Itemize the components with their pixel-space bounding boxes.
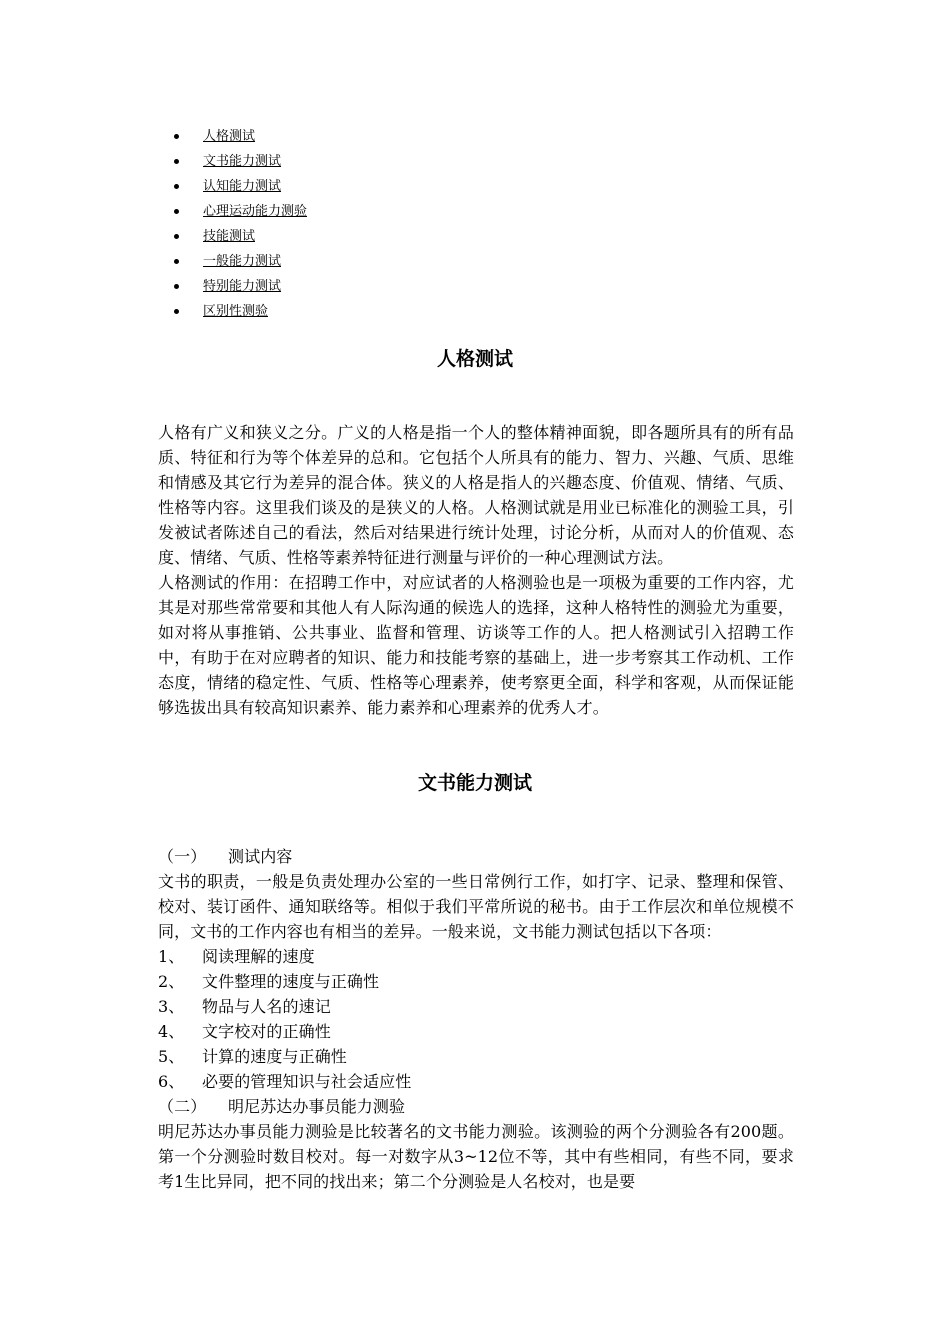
list-number: 5、 — [158, 1047, 185, 1066]
toc-link-general-ability[interactable]: 一般能力测试 — [203, 254, 282, 269]
toc-item[interactable] — [160, 174, 307, 199]
toc-link-cognitive[interactable]: 认知能力测试 — [203, 179, 282, 194]
toc-item[interactable] — [160, 249, 307, 274]
list-number: 6、 — [158, 1072, 185, 1091]
paragraph: 人格有广义和狭义之分。广义的人格是指一个人的整体精神面貌，即各题所具有的所有品质、特征和行为等个体差异的总和。它包括个人所具有的能力、智力、兴趣、气质、思维和情感及其它行为差异的混合体。狭义的人格是指人的兴趣态度、价值观、情绪、气质、性格等内容。这里我们谈及的是狭义的人格。人格测试就是用业已标准化的测验工具，引发被试者陈述自己的看法，然后对结果进行统计处理，讨论分析，从而对人的价值观、态度、情绪、气质、性格等素养特征进行测量与评价的一种心理测试方法。 — [158, 423, 794, 567]
toc-link-skill[interactable]: 技能测试 — [203, 229, 256, 244]
list-text: 计算的速度与正确性 — [202, 1047, 347, 1066]
subheading-number: （二） — [158, 1097, 207, 1116]
section-title-personality: 人格测试 — [436, 348, 513, 370]
toc-link-personality[interactable]: 人格测试 — [203, 129, 256, 144]
list-text: 文件整理的速度与正确性 — [202, 972, 380, 991]
list-item — [158, 969, 794, 994]
section-body-personality — [158, 420, 794, 720]
subheading-text: 测试内容 — [228, 847, 293, 866]
toc-link-clerical[interactable]: 文书能力测试 — [203, 154, 282, 169]
section-title-clerical: 文书能力测试 — [417, 772, 532, 794]
list-text: 阅读理解的速度 — [202, 947, 315, 966]
paragraph: 明尼苏达办事员能力测验是比较著名的文书能力测验。该测验的两个分测验各有200题。第一个分测验时数目校对。每一对数字从3~12位不等，其中有些相同，有些不同，要求考1生比异同，把不同的找出来；第二个分测验是人名校对，也是要 — [158, 1122, 794, 1191]
list-text: 必要的管理知识与社会适应性 — [202, 1072, 412, 1091]
toc-link-special-ability[interactable]: 特别能力测试 — [203, 279, 282, 294]
toc-link-differential[interactable]: 区别性测验 — [203, 304, 269, 319]
list-item — [158, 1069, 794, 1094]
list-text: 物品与人名的速记 — [202, 997, 331, 1016]
subheading — [158, 1094, 794, 1119]
toc-item[interactable] — [160, 299, 307, 324]
section-body-clerical — [158, 844, 794, 1194]
toc-item[interactable] — [160, 199, 307, 224]
list-item — [158, 944, 794, 969]
list-number: 1、 — [158, 947, 185, 966]
subheading-text: 明尼苏达办事员能力测验 — [228, 1097, 406, 1116]
toc-item[interactable] — [160, 224, 307, 249]
paragraph: 文书的职责，一般是负责处理办公室的一些日常例行工作，如打字、记录、整理和保管、校对、装订函件、通知联络等。相似于我们平常所说的秘书。由于工作层次和单位规模不同，文书的工作内容也有相当的差异。一般来说，文书能力测试包括以下各项： — [158, 872, 794, 941]
list-item — [158, 1044, 794, 1069]
list-item — [158, 994, 794, 1019]
subheading-number: （一） — [158, 847, 207, 866]
toc-item[interactable] — [160, 149, 307, 174]
list-text: 文字校对的正确性 — [202, 1022, 331, 1041]
list-number: 2、 — [158, 972, 185, 991]
list-number: 4、 — [158, 1022, 185, 1041]
subheading — [158, 844, 794, 869]
table-of-contents — [160, 124, 307, 324]
toc-item[interactable] — [160, 124, 307, 149]
paragraph: 人格测试的作用：在招聘工作中，对应试者的人格测验也是一项极为重要的工作内容，尤其是对那些常常要和其他人有人际沟通的候选人的选择，这种人格特性的测验尤为重要，如对将从事推销、公共事业、监督和管理、访谈等工作的人。把人格测试引入招聘工作中，有助于在对应聘者的知识、能力和技能考察的基础上，进一步考察其工作动机、工作态度，情绪的稳定性、气质、性格等心理素养，使考察更全面，科学和客观，从而保证能够选拔出具有较高知识素养、能力素养和心理素养的优秀人才。 — [158, 573, 794, 717]
list-item — [158, 1019, 794, 1044]
toc-item[interactable] — [160, 274, 307, 299]
toc-link-psychomotor[interactable]: 心理运动能力测验 — [203, 204, 308, 219]
list-number: 3、 — [158, 997, 185, 1016]
